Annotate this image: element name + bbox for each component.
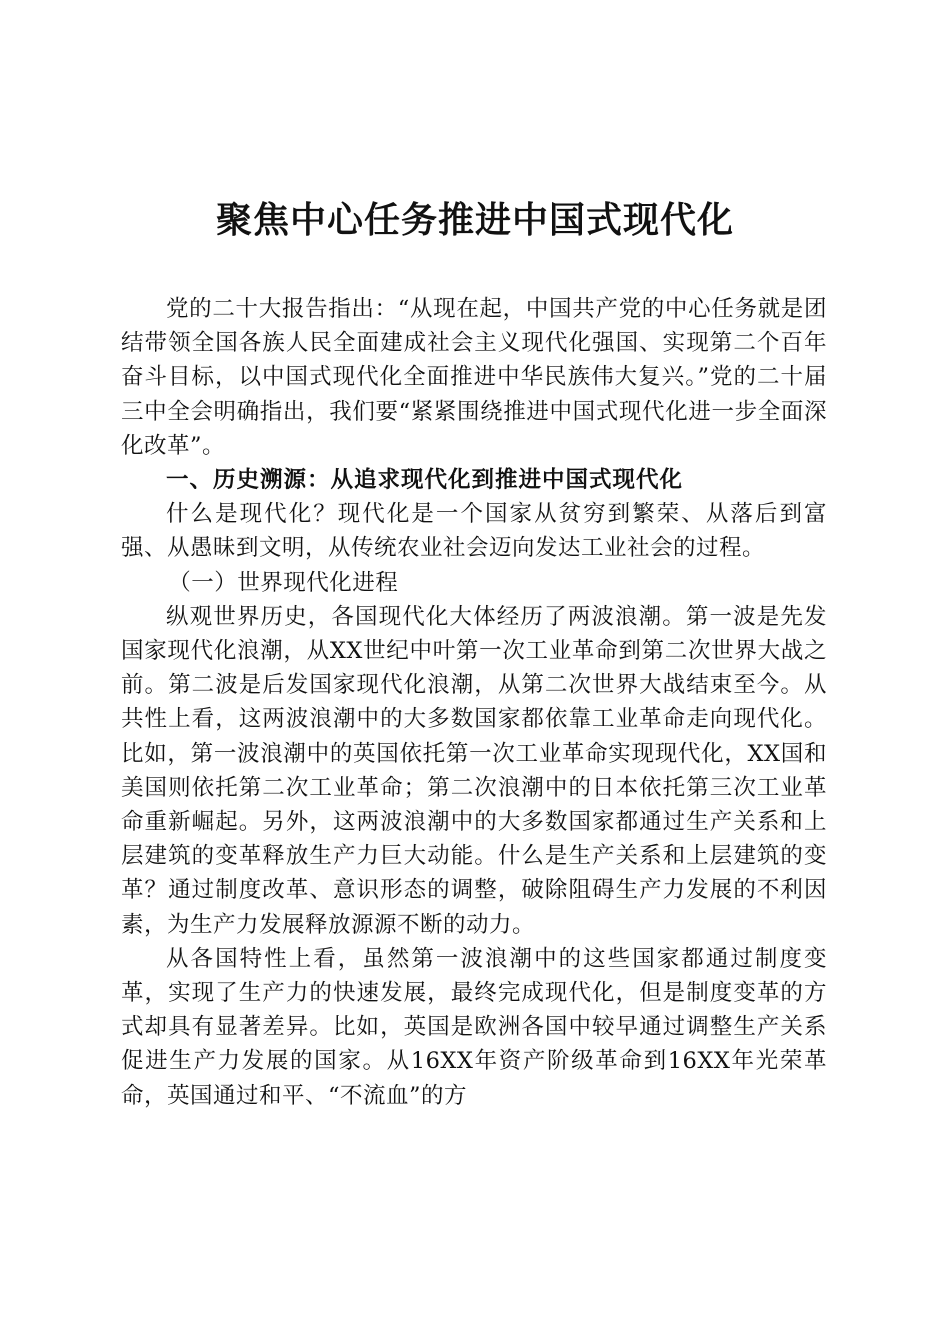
intro-paragraph: 党的二十大报告指出：“从现在起，中国共产党的中心任务就是团结带领全国各族人民全面建成社会主义现代化强国、实现第二个百年奋斗目标，以中国式现代化全面推进中华民族伟大复兴。”党的二十届三中全会明确指出，我们要“紧紧围绕推进中国式现代化进一步全面深化改革”。 xyxy=(121,296,827,459)
section-heading: 一、历史溯源：从追求现代化到推进中国式现代化 xyxy=(166,467,684,494)
body-paragraph: 从各国特性上看，虽然第一波浪潮中的这些国家都通过制度变革，实现了生产力的快速发展，最终完成现代化，但是制度变革的方式却具有显著差异。比如，英国是欧洲各国中较早通过调整生产关系促进生产力发展的国家。从16XX年资产阶级革命到16XX年光荣革命，英国通过和平、“不流血”的方 xyxy=(121,945,827,1109)
subsection-heading: （一）世界现代化进程 xyxy=(168,569,399,596)
body-paragraph: 纵观世界历史，各国现代化大体经历了两波浪潮。第一波是先发国家现代化浪潮，从XX世纪中叶第一次工业革命到第二次世界大战之前。第二波是后发国家现代化浪潮，从第二次世界大战结束至今。从共性上看，这两波浪潮中的大多数国家都依靠工业革命走向现代化。比如，第一波浪潮中的英国依托第一次工业革命实现现代化，XX国和美国则依托第二次工业革命；第二次浪潮中的日本依托第三次工业革命重新崛起。另外，这两波浪潮中的大多数国家都通过生产关系和上层建筑的变革释放生产力巨大动能。什么是生产关系和上层建筑的变革？通过制度改革、意识形态的调整，破除阻碍生产力发展的不利因素，为生产力发展释放源源不断的动力。 xyxy=(121,603,827,938)
document-body xyxy=(121,292,827,1113)
document-title: 聚焦中心任务推进中国式现代化 xyxy=(215,199,734,241)
body-paragraph: 什么是现代化？现代化是一个国家从贫穷到繁荣、从落后到富强、从愚昧到文明，从传统农业社会迈向发达工业社会的过程。 xyxy=(121,501,827,562)
